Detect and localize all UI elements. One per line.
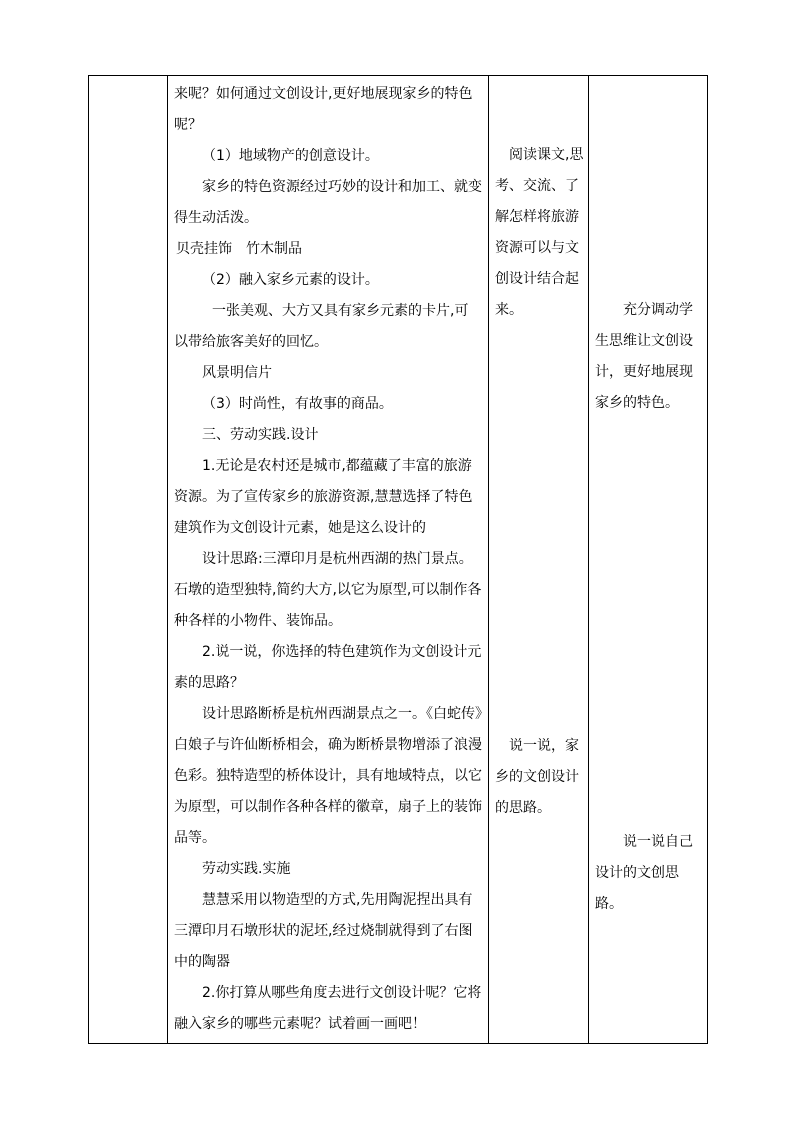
design-intent-text: 说一说自己设计的文创思路。 — [595, 834, 693, 912]
content-paragraph: 1.无论是农村还是城市,都蕴藏了丰富的旅游资源。为了宣传家乡的旅游资源,慧慧选择了特色建筑作为文创设计元素，她是这么设计的 — [174, 458, 473, 536]
content-paragraph: 2.你打算从哪些角度去进行文创设计呢？它将融入家乡的哪些元素呢？试着画一画吧！ — [174, 985, 482, 1032]
content-paragraph: 来呢？如何通过文创设计,更好地展现家乡的特色呢？ — [174, 86, 473, 133]
content-paragraph: 2.说一说，你选择的特色建筑作为文创设计元素的思路？ — [174, 644, 482, 691]
content-paragraph: 贝壳挂饰 竹木制品 — [176, 241, 302, 257]
content-paragraph: 设计思路:三潭印月是杭州西湖的热门景点。石墩的造型独特,简约大方,以它为原型,可以制作各种各样的小物件、装饰品。 — [174, 551, 482, 629]
stage-cell — [89, 76, 168, 1044]
design-intent-text: 充分调动学生思维让文创设计，更好地展现家乡的特色。 — [595, 302, 693, 411]
table-row — [89, 76, 708, 1044]
section-heading: 三、劳动实践.设计 — [202, 427, 319, 443]
student-activity-block — [495, 140, 584, 326]
design-intent-block — [595, 827, 703, 920]
content-paragraph: 家乡的特色资源经过巧妙的设计和加工、就变得生动活泼。 — [174, 179, 482, 226]
content-paragraph: （1）地域物产的创意设计。 — [202, 148, 379, 164]
student-activity-text: 说一说，家乡的文创设计的思路。 — [495, 738, 579, 816]
teaching-content-cell — [168, 76, 489, 1044]
student-activity-block — [495, 731, 584, 824]
content-paragraph: （3）时尚性，有故事的商品。 — [202, 396, 393, 412]
design-intent-cell — [589, 76, 708, 1044]
student-activity-text: 阅读课文,思考、交流、了解怎样将旅游资源可以与文创设计结合起来。 — [495, 147, 584, 318]
content-paragraph: 慧慧采用以物造型的方式,先用陶泥捏出具有三潭印月石墩形状的泥坯,经过烧制就得到了右图中的陶器 — [174, 892, 473, 970]
content-paragraph: 风景明信片 — [202, 365, 272, 381]
section-heading: 劳动实践.实施 — [202, 861, 291, 877]
student-activity-cell — [489, 76, 589, 1044]
design-intent-block — [595, 295, 703, 419]
content-paragraph: 一张美观、大方又具有家乡元素的卡片,可以带给旅客美好的回忆。 — [174, 303, 469, 350]
content-paragraph: 设计思路断桥是杭州西湖景点之一。《白蛇传》白娘子与许仙断桥相会，确为断桥景物增添了浪漫色彩。独特造型的桥体设计，具有地域特点，以它为原型，可以制作各种各样的徽章，扇子上的装饰品等。 — [174, 706, 482, 846]
lesson-plan-table — [88, 75, 708, 1044]
content-paragraph: （2）融入家乡元素的设计。 — [202, 272, 379, 288]
